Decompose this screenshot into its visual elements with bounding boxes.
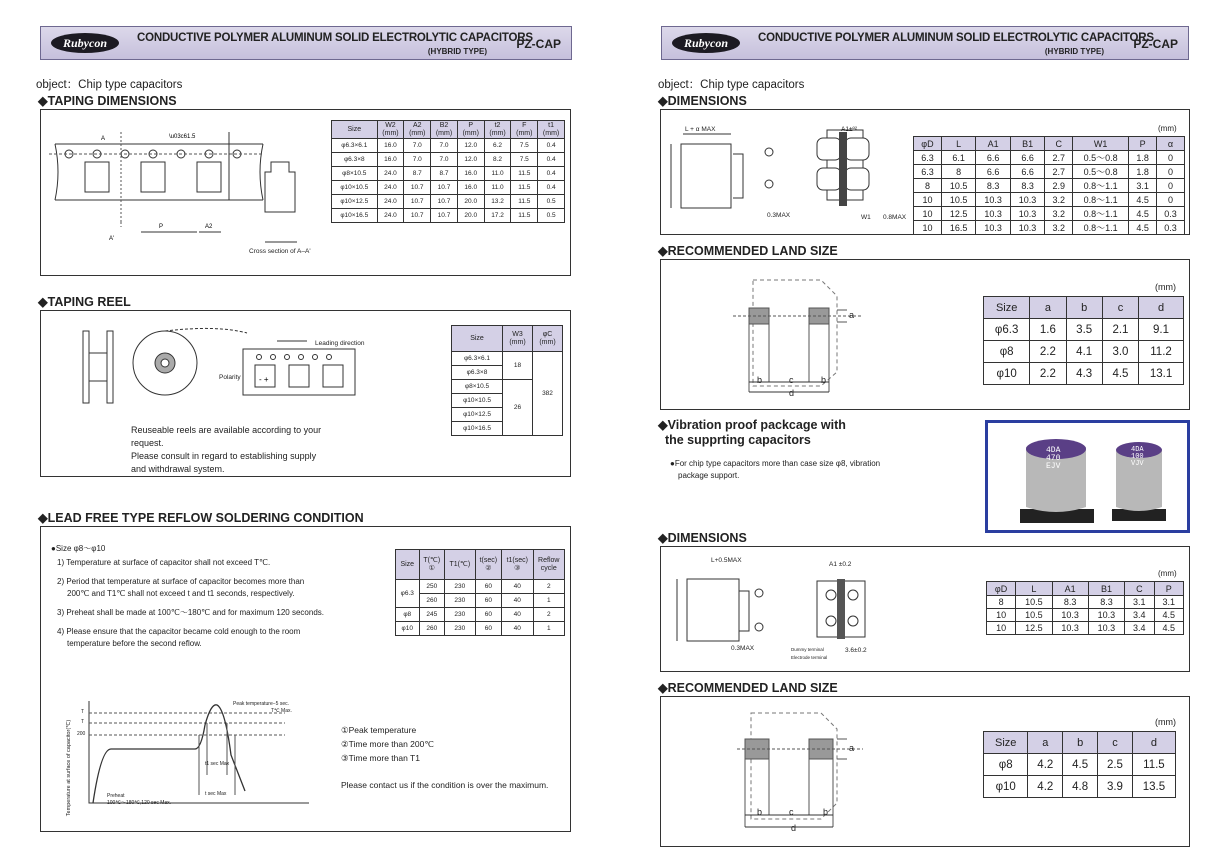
table-cell: 4.8 [1063,776,1098,798]
col-header: W1 [1073,137,1129,151]
col-header: P (mm) [457,121,484,139]
table-cell: φ10×10.5 [332,181,378,195]
table-cell: 10.7 [431,209,458,223]
svg-text:A: A [101,136,106,142]
dim2-elec-label: Electrode terminal [791,655,828,660]
header-subtitle: (HYBRID TYPE) [427,47,487,56]
table-cell: 11.5 [511,181,538,195]
col-header: P [1154,582,1183,596]
land2-a: a [849,743,855,753]
land1-d: d [789,388,795,398]
reflow-table: Size T(℃) ① T1(℃) t(sec) ② t1(sec) ③ Reflow cycle φ6.3 250 230 60 40 2 260 230 60 40 1 φ8 245 230 60 40 2 φ10 260 230 60 40 1 [395,549,565,636]
table-cell: 8.3 [1088,596,1124,609]
table-row [332,167,565,181]
col-header: t2 (mm) [484,121,511,139]
dim2-max03-label: 0.3MAX [731,645,755,652]
table-cell: 0.5 [538,209,565,223]
taping-reel-table: Size W3 (mm) φC (mm) φ6.3×6.1 18 382 φ6.3×8 φ8×10.5 26 φ10×10.5 φ10×12.5 φ10×16.5 [451,325,563,436]
table-cell: 10 [914,221,942,235]
table-row [914,151,1185,165]
table-cell: 0 [1157,179,1185,193]
table-cell: 0.4 [538,139,565,153]
table-cell: 6.3 [914,151,942,165]
col-header: Size [332,121,378,139]
table-cell: 20.0 [457,209,484,223]
col-header: A2 (mm) [404,121,431,139]
table-cell: 8 [941,165,975,179]
capacitor-photo [985,420,1190,533]
col-header: Size [984,732,1028,754]
vibration-title: ◆Vibration proof packcage with the supprting capacitors [658,418,846,447]
table-cell: 12.0 [457,153,484,167]
table-row [987,609,1184,622]
table-row [984,754,1176,776]
table-cell: 6.6 [976,151,1010,165]
table-cell: 10.5 [1016,596,1052,609]
table-cell: 0.4 [538,181,565,195]
table-cell: 0.5～0.8 [1073,165,1129,179]
table-row [332,153,565,167]
table-cell: 6.2 [484,139,511,153]
table-cell: 3.0 [1102,341,1138,363]
col-header: t1 (mm) [538,121,565,139]
col-header: c [1102,297,1138,319]
table-cell: 10 [987,622,1016,635]
table-cell: 0.3 [1157,207,1185,221]
table-cell: 10.3 [1010,193,1044,207]
graph-t1max-label: t1 sec Max [205,761,230,767]
table-cell: 10 [987,609,1016,622]
table-cell: 0.8～1.1 [1073,207,1129,221]
cap1-marking: 4DA 470 EJV [1046,446,1061,471]
table-cell: 10 [914,207,942,221]
table-cell: φ10 [984,363,1030,385]
table-cell: 4.5 [1129,207,1157,221]
table-cell: 13.1 [1139,363,1184,385]
header-subtitle-right: (HYBRID TYPE) [1044,47,1104,56]
header-title: CONDUCTIVE POLYMER ALUMINUM SOLID ELECTROLYTIC CAPACITORS [137,32,533,44]
table-cell: 11.5 [511,167,538,181]
table-cell: 10.5 [941,179,975,193]
table-cell: 2.9 [1045,179,1073,193]
table-cell: φ6.3×6.1 [332,139,378,153]
table-cell: 10.7 [404,209,431,223]
table-cell: 11.5 [1132,754,1175,776]
table-cell: 13.2 [484,195,511,209]
table-cell: 8.3 [1052,596,1088,609]
land2-d: d [791,823,797,833]
table-cell: 3.1 [1154,596,1183,609]
col-header: a [1030,297,1066,319]
land2-c: c [789,807,794,817]
table-cell: 2.2 [1030,341,1066,363]
taping-reel-box [40,310,571,477]
table-cell: 3.2 [1045,207,1073,221]
table-cell: 10.7 [404,195,431,209]
table-cell: 7.0 [404,153,431,167]
section-title-dimensions-1: ◆DIMENSIONS [658,94,747,108]
table-cell: 11.0 [484,181,511,195]
table-cell: 0.5 [538,195,565,209]
section-title-land-size-1: ◆RECOMMENDED LAND SIZE [658,244,838,258]
taping-dimensions-table [331,120,565,223]
table-cell: 10.3 [1010,207,1044,221]
header-title-right: CONDUCTIVE POLYMER ALUMINUM SOLID ELECTROLYTIC CAPACITORS [758,32,1154,44]
col-header: A1 [1052,582,1088,596]
col-header: φD [914,137,942,151]
table-cell: 10.7 [404,181,431,195]
col-header: B1 [1088,582,1124,596]
table-cell: 8.7 [431,167,458,181]
table-cell: 16.0 [457,167,484,181]
table-cell: 4.2 [1028,754,1063,776]
table-cell: 3.5 [1066,319,1102,341]
svg-text:P: P [159,224,164,230]
table-cell: 10.3 [1052,622,1088,635]
table-row [332,195,565,209]
table-row [914,221,1185,235]
table-cell: φ8×10.5 [332,167,378,181]
col-header: c [1098,732,1133,754]
table-cell: 7.0 [404,139,431,153]
table-cell: 4.1 [1066,341,1102,363]
col-header: a [1028,732,1063,754]
table-cell: 0.3 [1157,221,1185,235]
col-header: B1 [1010,137,1044,151]
table-cell: 1.8 [1129,151,1157,165]
land2-unit: (mm) [1155,717,1176,727]
table-row [984,341,1184,363]
table-cell: 2.1 [1102,319,1138,341]
table-cell: 4.5 [1154,609,1183,622]
col-header: d [1132,732,1175,754]
reflow-conditions: ●Size φ8～φ10 1) Temperature at surface of capacitor shall not exceed T℃. 2) Period that temperature at surface of capacitor becomes more than 200℃ and T1℃ shall not exceed t and t1 seconds, respectively. 3) Preheat shall be made at 100℃～180℃ and for maximum 120 seconds. 4) Please ensure that the capacitor became cold enough to the room temperature before the second reflow. [51,544,324,648]
graph-ylabel: Temperature at surface of capacitor(℃) [66,719,72,817]
table-cell: 7.5 [511,153,538,167]
table-cell: 10.5 [1016,609,1052,622]
table-cell: φ8 [984,754,1028,776]
dimensions-1-box [660,109,1190,235]
col-header: B2 (mm) [431,121,458,139]
table-cell: 7.0 [431,139,458,153]
table-row [332,209,565,223]
graph-tmax2-label: t sec Max [205,791,227,797]
table-cell: 3.1 [1125,596,1154,609]
table-cell: 4.5 [1102,363,1138,385]
table-cell: φ6.3×8 [332,153,378,167]
table-cell: 2.5 [1098,754,1133,776]
table-cell: 10.3 [1052,609,1088,622]
table-cell: 16.5 [941,221,975,235]
dim2-lmax-label: L+0.5MAX [711,557,742,564]
table-cell: 10.3 [1088,609,1124,622]
object-label-right: object：Chip type capacitors [658,79,805,91]
section-title-dimensions-2: ◆DIMENSIONS [658,531,747,545]
table-cell: 17.2 [484,209,511,223]
table-cell: 0.4 [538,167,565,181]
col-header: C [1045,137,1073,151]
table-cell: 3.2 [1045,221,1073,235]
col-header: Size [984,297,1030,319]
table-cell: 8 [914,179,942,193]
land1-b-left: b [757,375,763,385]
table-cell: 7.5 [511,139,538,153]
table-cell: 12.0 [457,139,484,153]
table-cell: 0.4 [538,153,565,167]
table-cell: 0.8～1.1 [1073,221,1129,235]
table-cell: 0 [1157,193,1185,207]
table-cell: 6.1 [941,151,975,165]
table-cell: 24.0 [377,209,404,223]
dim1-max03-label: 0.3MAX [767,212,791,219]
land-size-2-table [983,731,1176,798]
svg-text:\u03c61.5: \u03c61.5 [169,134,196,140]
table-cell: 10.7 [431,195,458,209]
table-row [987,596,1184,609]
land1-a: a [849,310,855,320]
col-header: φD [987,582,1016,596]
dim2-dummy-label: Dummy terminal [791,647,824,652]
table-row [332,181,565,195]
table-cell: φ8 [984,341,1030,363]
dimensions-2-table [986,581,1184,635]
table-cell: 0.8～1.1 [1073,193,1129,207]
table-row [984,363,1184,385]
table-cell: 7.0 [431,153,458,167]
land1-unit: (mm) [1155,282,1176,292]
dimensions-1-table [913,136,1185,235]
dim2-a1-label: A1 ±0.2 [829,561,852,568]
col-header: L [1016,582,1052,596]
graph-t1-label: T [81,719,85,725]
land2-b-right: b [823,807,829,817]
land-size-2-box [660,696,1190,847]
table-cell: 3.2 [1045,193,1073,207]
table-row [332,139,565,153]
land-size-1-table [983,296,1184,385]
graph-tmax-label: T℃ Max. [271,708,292,714]
table-cell: 4.5 [1063,754,1098,776]
table-cell: 10.3 [976,193,1010,207]
table-cell: 6.6 [976,165,1010,179]
table-cell: 10.3 [1010,221,1044,235]
table-row [984,776,1176,798]
table-cell: 8 [987,596,1016,609]
col-header: F (mm) [511,121,538,139]
table-cell: 1.8 [1129,165,1157,179]
table-cell: 3.4 [1125,609,1154,622]
table-cell: 4.5 [1154,622,1183,635]
table-cell: 6.6 [1010,151,1044,165]
dim2-36-label: 3.6±0.2 [845,647,867,654]
dim1-w1-label: W1 [861,214,871,221]
land2-b-left: b [757,807,763,817]
col-header: A1 [976,137,1010,151]
table-cell: 8.7 [404,167,431,181]
section-title-taping-dimensions: ◆TAPING DIMENSIONS [38,94,177,108]
table-cell: 10 [914,193,942,207]
col-header: L [941,137,975,151]
table-cell: 11.2 [1139,341,1184,363]
reflow-legend: ①Peak temperature ②Time more than 200℃ ③Time more than T1 [341,725,434,763]
table-row [914,165,1185,179]
table-cell: 4.5 [1129,193,1157,207]
table-cell: 0.5～0.8 [1073,151,1129,165]
col-header: W2 (mm) [377,121,404,139]
header-code: PZ-CAP [516,37,561,51]
table-cell: 12.5 [1016,622,1052,635]
dimensions-2-box [660,546,1190,672]
table-row [914,207,1185,221]
cap2-marking: 4DA 100 VJV [1131,446,1144,468]
table-cell: 11.5 [511,195,538,209]
dim1-a1-label: A1±º² [841,126,858,133]
dim1-lmax-label: L + α MAX [685,126,716,133]
table-row [987,622,1184,635]
table-cell: 24.0 [377,195,404,209]
table-row [914,179,1185,193]
table-cell: 13.5 [1132,776,1175,798]
col-header: b [1066,297,1102,319]
table-cell: 2.7 [1045,165,1073,179]
table-cell: 4.2 [1028,776,1063,798]
table-cell: 3.1 [1129,179,1157,193]
polarity-label: Polarity [219,374,241,381]
col-header: C [1125,582,1154,596]
table-cell: 10.3 [1088,622,1124,635]
graph-peak-label: Peak temperature−5 sec. [233,701,290,707]
dim2-unit: (mm) [1158,569,1177,578]
cross-section-label: Cross section of A–A' [249,248,311,255]
table-cell: 9.1 [1139,319,1184,341]
land1-b-right: b [821,375,827,385]
svg-text:A2: A2 [205,224,213,230]
col-header: d [1139,297,1184,319]
table-cell: 6.3 [914,165,942,179]
col-header: α [1157,137,1185,151]
section-title-land-size-2: ◆RECOMMENDED LAND SIZE [658,681,838,695]
table-cell: 0 [1157,165,1185,179]
table-cell: 4.3 [1066,363,1102,385]
rubycon-logo: Rubycon [51,33,119,53]
graph-preheat-label: Preheat 100℃～180℃,120 sec Max. [107,793,172,806]
left-header-banner [40,26,572,60]
rubycon-logo-right: Rubycon [672,33,740,53]
table-cell: 6.6 [1010,165,1044,179]
table-cell: 10.3 [976,221,1010,235]
table-cell: 20.0 [457,195,484,209]
reel-drawing [47,319,367,419]
table-cell: 16.0 [377,139,404,153]
table-cell: 2.7 [1045,151,1073,165]
table-cell: 12.5 [941,207,975,221]
land-size-2-drawing [733,707,883,837]
table-cell: 4.5 [1129,221,1157,235]
object-label: object：Chip type capacitors [36,79,183,91]
table-cell: 0 [1157,151,1185,165]
table-cell: 10.5 [941,193,975,207]
table-cell: 24.0 [377,181,404,195]
table-cell: 0.8～1.1 [1073,179,1129,193]
table-cell: φ6.3 [984,319,1030,341]
table-cell: 3.9 [1098,776,1133,798]
reel-note: Reuseable reels are available according to your request. Please consult in regard to establishing supply and withdrawal system. [131,425,322,474]
vibration-note: ●For chip type capacitors more than case size φ8, vibration package support. [670,459,881,480]
right-header-banner [661,26,1189,60]
table-cell: φ10 [984,776,1028,798]
reflow-contact-note: Please contact us if the condition is over the maximum. [341,780,549,790]
table-cell: φ10×16.5 [332,209,378,223]
col-header: b [1063,732,1098,754]
capacitor-photo-art [1016,437,1176,527]
graph-200-label: 200 [77,731,86,737]
land-size-1-box [660,259,1190,410]
table-cell: 11.5 [511,209,538,223]
table-cell: 8.3 [976,179,1010,193]
section-title-reflow: ◆LEAD FREE TYPE REFLOW SOLDERING CONDITION [38,511,364,525]
dim1-unit: (mm) [1158,124,1177,133]
table-cell: 10.3 [976,207,1010,221]
table-cell: φ10×12.5 [332,195,378,209]
table-row [984,319,1184,341]
table-cell: 24.0 [377,167,404,181]
table-cell: 3.4 [1125,622,1154,635]
svg-text:- +: - + [259,375,269,384]
taping-dimensions-box [40,109,571,276]
leading-direction-label: Leading direction [315,340,365,347]
svg-text:A': A' [109,236,115,242]
land1-c: c [789,375,794,385]
reflow-box [40,526,571,832]
dim1-max08-label: 0.8MAX [883,214,907,221]
table-row [914,193,1185,207]
table-cell: 8.2 [484,153,511,167]
table-cell: 1.6 [1030,319,1066,341]
land-size-1-drawing [733,274,883,404]
table-cell: 11.0 [484,167,511,181]
table-cell: 10.7 [431,181,458,195]
graph-t-label: T [81,709,85,715]
section-title-taping-reel: ◆TAPING REEL [38,295,131,309]
table-cell: 16.0 [377,153,404,167]
table-cell: 16.0 [457,181,484,195]
col-header: P [1129,137,1157,151]
table-cell: 2.2 [1030,363,1066,385]
table-cell: 8.3 [1010,179,1044,193]
header-code-right: PZ-CAP [1133,37,1178,51]
